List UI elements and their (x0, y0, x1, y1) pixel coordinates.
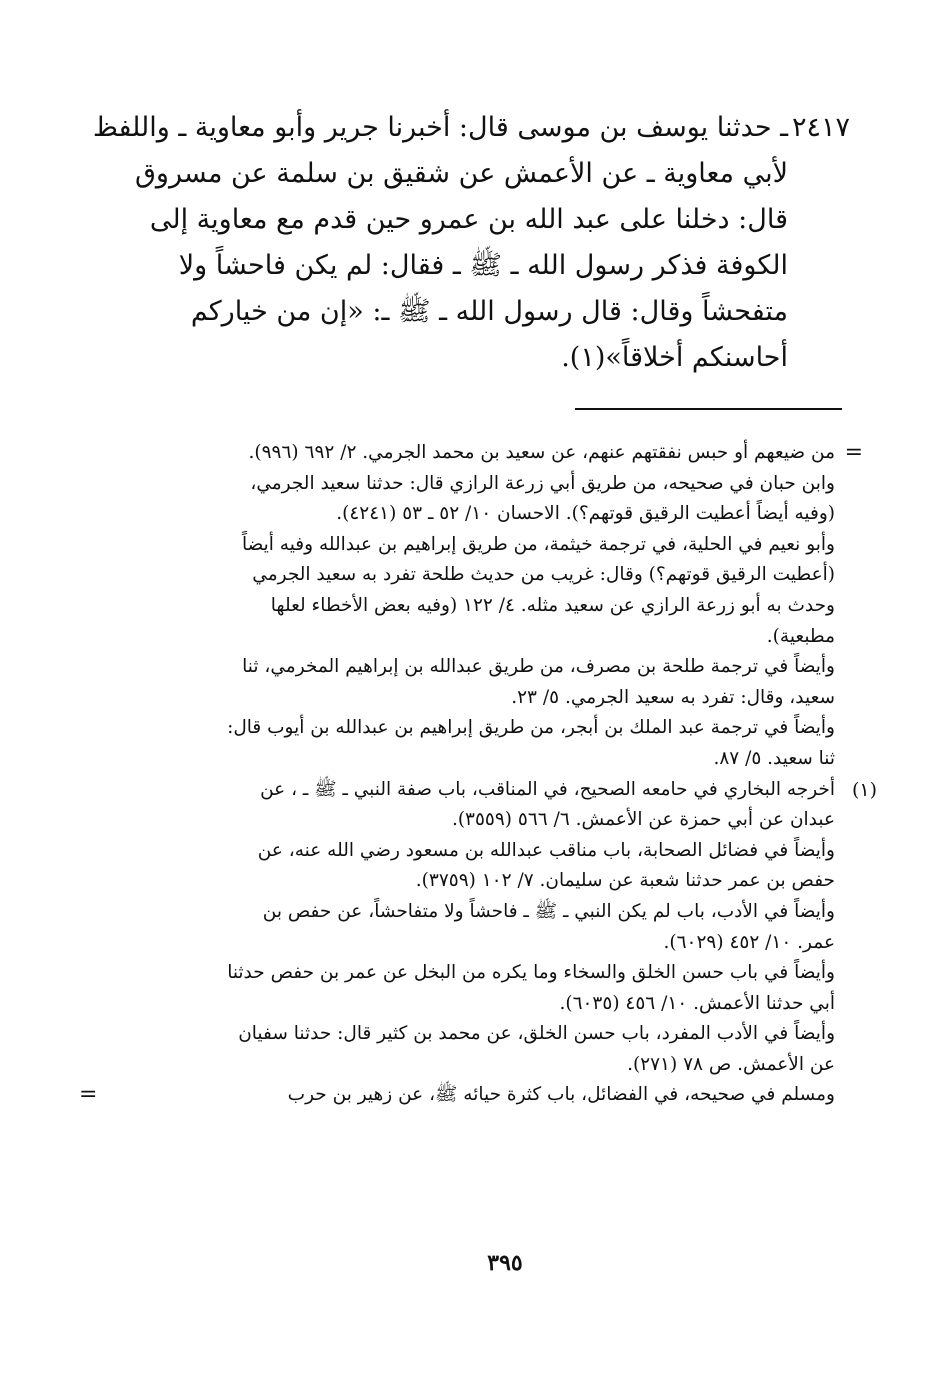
footnote-line: وأيضاً في ترجمة عبد الملك بن أبجر، من طريق إبراهيم بن عبدالله بن أيوب قال: (227, 717, 835, 739)
footnote-line: عمر. ١٠/ ٤٥٢ (٦٠٢٩). (663, 931, 835, 953)
footnote-line: وأيضاً في الأدب، باب لم يكن النبي ـ ﷺ ـ فاحشاً ولا متفاحشاً، عن حفص بن (262, 900, 835, 922)
footnote-line: وأيضاً في الأدب المفرد، باب حسن الخلق، عن محمد بن كثير قال: حدثنا سفيان (238, 1023, 835, 1045)
footnote-line: أخرجه البخاري في حامعه الصحيح، في المناقب، باب صفة النبي ـ ﷺ ـ ، عن (260, 778, 835, 800)
footnote-line: (أعطيت الرقيق قوتهم؟) وقال: غريب من حديث طلحة تفرد به سعيد الجرمي (252, 564, 835, 586)
hadith-text (92, 105, 850, 381)
footnote-line: وأيضاً في باب حسن الخلق والسخاء وما يكره من البخل عن عمر بن حفص حدثنا (227, 962, 835, 984)
footnote-line: عن الأعمش. ص ٧٨ (٢٧١). (627, 1053, 835, 1075)
hadith-line-6: أحاسنكم أخلاقاً»(١). (561, 342, 788, 373)
footnote-line: سعيد، وقال: تفرد به سعيد الجرمي. ٥/ ٢٣. (511, 686, 835, 708)
footnote-line: عبدان عن أبي حمزة عن الأعمش. ٦/ ٥٦٦ (٣٥٥٩). (451, 809, 835, 831)
hadith-line-1: ـ حدثنا يوسف بن موسى قال: أخبرنا جرير وأبو معاوية ـ واللفظ (92, 112, 788, 143)
footnote-continuation (95, 438, 863, 775)
footnote-line: أبي حدثنا الأعمش. ١٠/ ٤٥٦ (٦٠٣٥). (559, 992, 835, 1014)
page-number: ٣٩٥ (487, 1250, 523, 1276)
footnote-1 (79, 775, 877, 1112)
footnote-separator (575, 408, 842, 410)
footnotes (79, 438, 877, 1111)
footnote-line: وابن حبان في صحيحه، من طريق أبي زرعة الرازي قال: حدثنا سعيد الجرمي، (250, 472, 835, 494)
footnote-line: ومسلم في صحيحه، في الفضائل، باب كثرة حيائه ﷺ، عن زهير بن حرب (287, 1084, 835, 1106)
hadith-line-3: قال: دخلنا على عبد الله بن عمرو حين قدم مع معاوية إلى (149, 204, 788, 235)
footnote-line: ثنا سعيد. ٥/ ٨٧. (713, 747, 835, 769)
footnote-line: وأبو نعيم في الحلية، في ترجمة خيثمة، من طريق إبراهيم بن عبدالله وفيه أيضاً (241, 533, 835, 555)
continues-marker: = (79, 1082, 98, 1108)
hadith-line-4: الكوفة فذكر رسول الله ـ ﷺ ـ فقال: لم يكن فاحشاً ولا (178, 250, 788, 281)
footnote-line: (وفيه أيضاً أعطيت الرقيق قوتهم؟). الاحسان ١٠/ ٥٢ ـ ٥٣ (٤٢٤١). (336, 503, 835, 525)
footnote-last-line-wrap (79, 1080, 835, 1111)
footnote-line: حفص بن عمر حدثنا شعبة عن سليمان. ٧/ ١٠٢ (٣٧٥٩). (415, 870, 835, 892)
hadith-line-2: لأبي معاوية ـ عن الأعمش عن شقيق بن سلمة عن مسروق (134, 158, 788, 189)
footnote-line: وحدث به أبو زرعة الرازي عن سعيد مثله. ٤/ ١٢٢ (وفيه بعض الأخطاء لعلها (270, 594, 835, 616)
footnote-line: مطبعية). (766, 625, 835, 647)
continuation-marker: = (844, 440, 863, 465)
hadith-first-line (92, 105, 850, 151)
hadith-number: ٢٤١٧ (791, 112, 850, 143)
footnote-line: وأيضاً في ترجمة طلحة بن مصرف، من طريق عبدالله بن إبراهيم المخرمي، ثنا (242, 656, 835, 678)
hadith-line-5: متفحشاً وقال: قال رسول الله ـ ﷺ ـ: «إن من خياركم (190, 296, 788, 327)
footnote-line: من ضيعهم أو حبس نفقتهم عنهم، عن سعيد بن محمد الجرمي. ٢/ ٦٩٢ (٩٩٦). (248, 442, 835, 463)
footnote-line: وأيضاً في فضائل الصحابة، باب مناقب عبدالله بن مسعود رضي الله عنه، عن (257, 839, 835, 861)
footnote-1-marker: (١) (851, 778, 877, 801)
